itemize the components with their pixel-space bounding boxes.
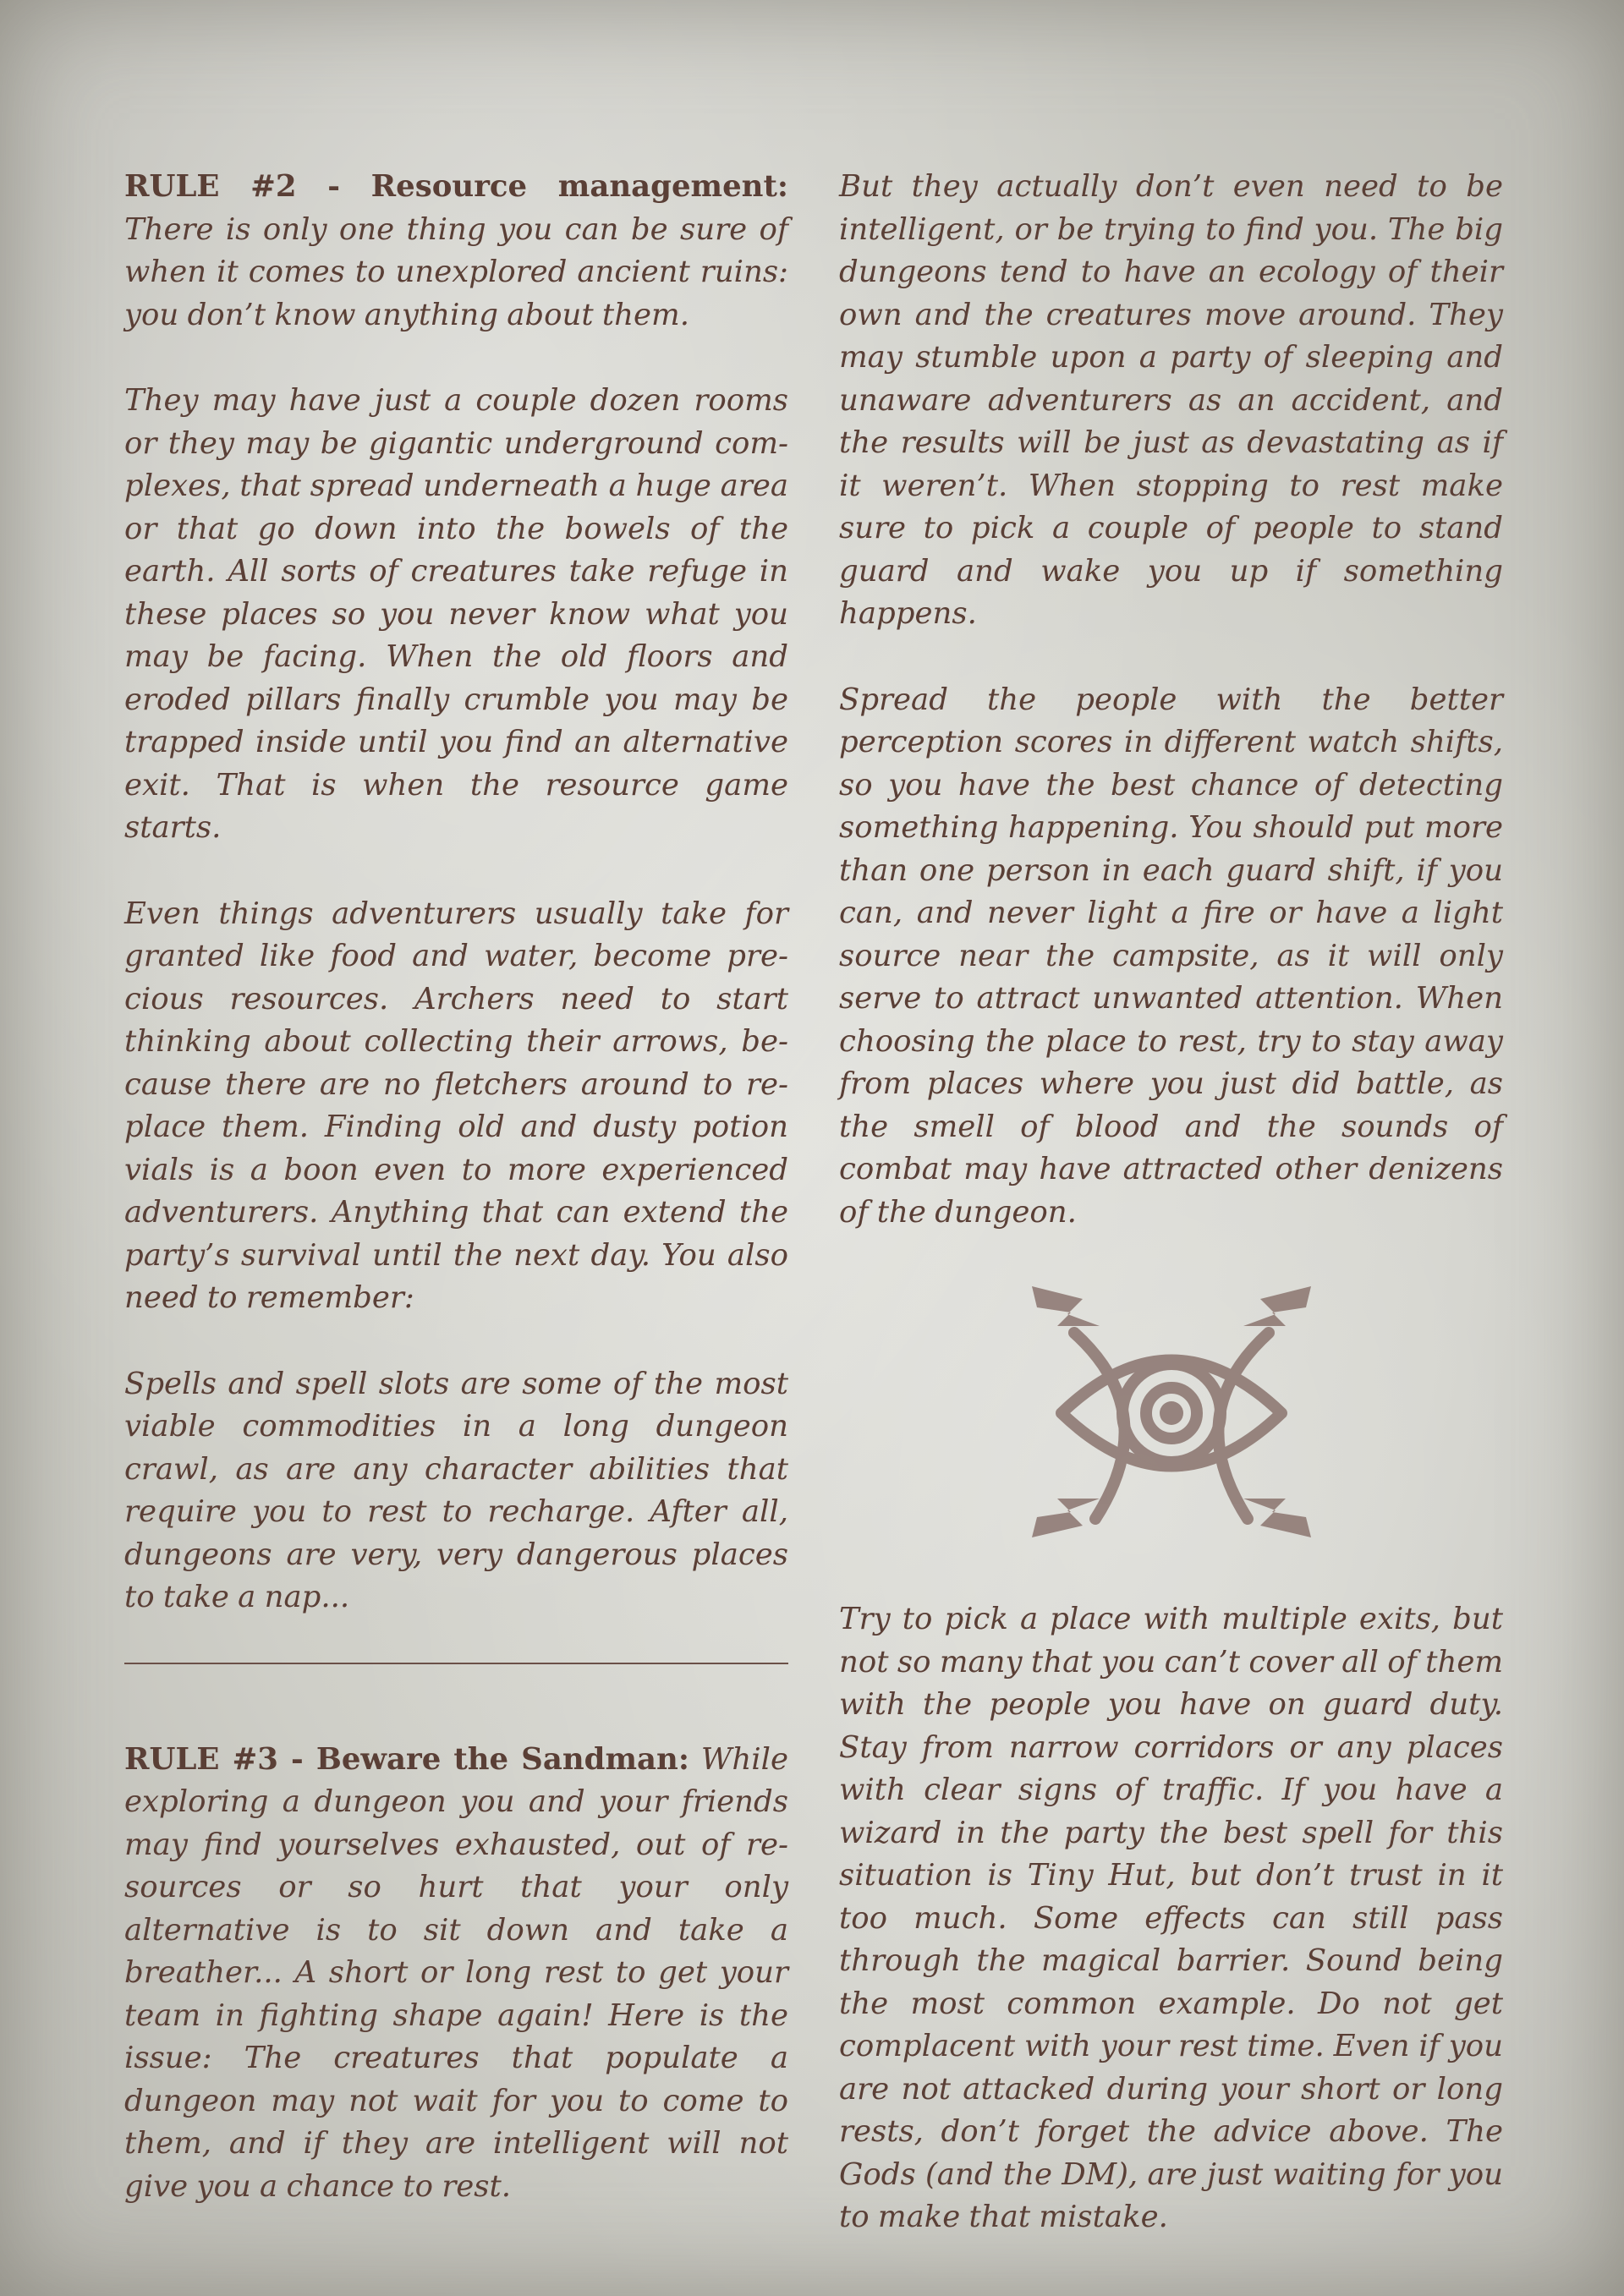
right-paragraph-2: Spread the people with the better perception scores in different watch shifts, so you have the best chance of detecting something happening. You should put more than one person in each guard shift, if you can, and never light a fire or have a light source near the campsite, as it will only serve to attract unwanted attention. When choosing the place to rest, try to stay away from places where you just did battle, as the smell of blood and the sounds of combat may have attracted other denizens of the dungeon. — [839, 682, 1503, 1230]
section-divider — [124, 1663, 788, 1664]
right-column — [839, 166, 1503, 2282]
left-paragraph-2: They may have just a couple dozen rooms or they may be gigantic underground complexes, that spread underneath a huge area or that go down into the bowels of the earth. All sorts of creatures take refuge in these places so you never know what you may be facing. When the old floors and eroded pillars finally crumble you may be trapped inside until you find an alternative exit. That is when the resource game starts. — [124, 383, 788, 845]
right-paragraph-1: But they actually don’t even need to be intelligent, or be trying to find you. The big dungeons tend to have an ecology of their own and the creatures move around. They may stumble upon a party of sleeping and unaware adventurers as an accident, and the results will be just as devastating as if it weren’t. When stopping to rest make sure to pick a couple of people to stand guard and wake you up if something happens. — [839, 169, 1503, 631]
rule-3-paragraph — [124, 1739, 788, 2209]
rule-3-intro: While exploring a dungeon you and your friends may find yourselves exhausted, out of resources or so hurt that your only alternative is to sit down and take a breather... A short or long rest to get your team in fighting shape again! Here is the issue: The creatures that populate a dungeon may not wait for you to come to them, and if they are intelligent will not give you a chance to rest. — [124, 1741, 788, 2204]
left-paragraph-3: Even things adventurers usually take for granted like food and water, become precious resources. Archers need to start thinking about collecting their arrows, because there are no fletchers around to replace them. Finding old and dusty potion vials is a boon even to more experienced adventurers. Anything that can extend the party’s survival until the next day. You also need to remember: — [124, 896, 788, 1315]
left-paragraph-4: Spells and spell slots are some of the most viable commodities in a long dungeon crawl, as are any character abilities that require you to rest to recharge. After all, dungeons are very, very dangerous places to take a nap... — [124, 1366, 788, 1614]
left-column — [124, 166, 788, 2251]
right-paragraph-3: Try to pick a place with multiple exits, but not so many that you can’t cover all of them with the people you have on guard duty. Stay from narrow corridors or any places with clear signs of traffic. If you have a wizard in the party the best spell for this situation is Tiny Hut, but don’t trust in it too much. Some effects can still pass through the magical barrier. Sound being the most common example. Do not get complacent with your rest time. Even if you are not attacked during your short or long rests, don’t forget the advice above. The Gods (and the DM), are just waiting for you to make that mistake. — [839, 1602, 1503, 2234]
emblem-container — [839, 1274, 1503, 1553]
rule-2-title: RULE #2 - Resource management: — [124, 169, 788, 204]
watchful-eye-lightning-icon — [1015, 1274, 1328, 1553]
rule-2-intro: There is only one thing you can be sure of when it comes to unexplored ancient ruins: you don’t know anything about them. — [124, 211, 788, 332]
rule-2-paragraph — [124, 166, 788, 337]
rule-3-title: RULE #3 - Beware the Sandman: — [124, 1741, 689, 1777]
